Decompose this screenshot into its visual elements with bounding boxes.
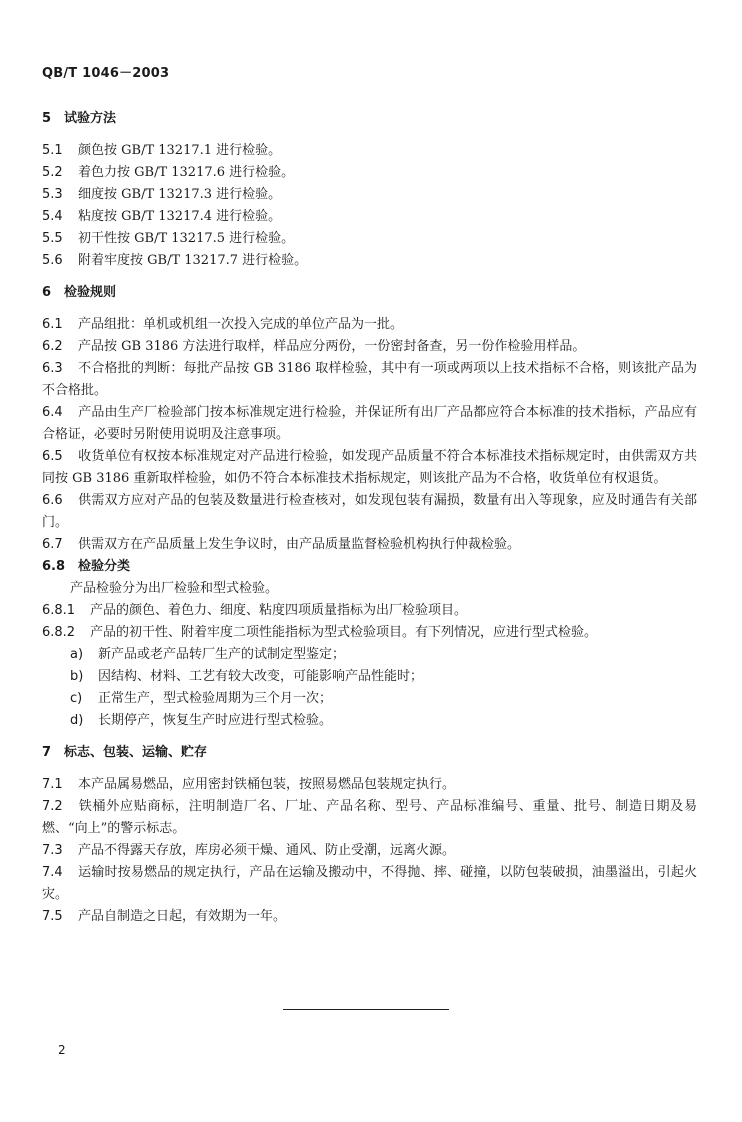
clause-number: 7.1 (42, 777, 63, 792)
clause-6-3 (42, 358, 697, 402)
clause-text: 产品组批：单机或机组一次投入完成的单位产品为一批。 (78, 317, 404, 332)
clause-5-6 (42, 250, 697, 272)
end-of-text-rule (283, 1009, 449, 1010)
clause-text: 产品自制造之日起，有效期为一年。 (78, 909, 287, 924)
clause-number: 6.4 (42, 405, 63, 420)
section-title: 检验规则 (64, 285, 117, 300)
clause-5-3 (42, 184, 697, 206)
clause-text: 供需双方应对产品的包装及数量进行检查核对，如发现包装有漏损，数量有出入等现象，应及时通告有关部门。 (42, 493, 697, 530)
clause-text: 细度按 GB/T 13217.3 进行检验。 (78, 187, 282, 202)
clause-text: 粘度按 GB/T 13217.4 进行检验。 (78, 209, 282, 224)
clause-6-8-intro: 产品检验分为出厂检验和型式检验。 (70, 581, 279, 596)
clause-text: 收货单位有权按本标准规定对产品进行检验，如发现产品质量不符合本标准技术指标规定时，由供需双方共同按 GB 3186 重新取样检验，如仍不符合本标准技术指标规定，则该批产品为不合格，收货单位有权退货。 (42, 449, 697, 486)
clause-number: 5.3 (42, 187, 63, 202)
clause-5-5 (42, 228, 697, 250)
section-6-heading (42, 282, 697, 304)
clause-number: 6.3 (42, 361, 63, 376)
clause-7-5 (42, 906, 697, 928)
list-text: 长期停产，恢复生产时应进行型式检验。 (98, 713, 333, 728)
clause-text: 本产品属易燃品，应用密封铁桶包装，按照易燃品包装规定执行。 (78, 777, 456, 792)
clause-number: 7.4 (42, 865, 63, 880)
clause-number: 6.8.2 (42, 625, 76, 640)
clause-5-2 (42, 162, 697, 184)
section-title: 试验方法 (64, 111, 117, 126)
list-text: 新产品或老产品转厂生产的试制定型鉴定； (98, 647, 346, 662)
list-item-d (42, 710, 697, 732)
clause-number: 7.3 (42, 843, 63, 858)
clause-6-1 (42, 314, 697, 336)
clause-5-4 (42, 206, 697, 228)
clause-6-2 (42, 336, 697, 358)
clause-number: 5.1 (42, 143, 63, 158)
clause-6-7 (42, 534, 697, 556)
clause-7-3 (42, 840, 697, 862)
section-5-heading (42, 108, 697, 130)
clause-number: 6.5 (42, 449, 63, 464)
list-text: 正常生产，型式检验周期为三个月一次； (98, 691, 333, 706)
clause-number: 5.5 (42, 231, 63, 246)
clause-number: 6.1 (42, 317, 63, 332)
clause-text: 不合格批的判断：每批产品按 GB 3186 取样检验，其中有一项或两项以上技术指标不合格，则该批产品为不合格批。 (42, 361, 697, 398)
list-item-c (42, 688, 697, 710)
standard-code-header: QB/T 1046－2003 (42, 66, 170, 81)
clause-6-6 (42, 490, 697, 534)
list-marker: c) (70, 691, 83, 706)
section-7-heading (42, 742, 697, 764)
clause-number: 6.2 (42, 339, 63, 354)
clause-number: 5.6 (42, 253, 63, 268)
list-marker: d) (70, 713, 84, 728)
page-number: 2 (58, 1043, 66, 1057)
clause-6-4 (42, 402, 697, 446)
section-number: 5 (42, 111, 52, 126)
section-title: 标志、包装、运输、贮存 (64, 745, 208, 760)
clause-number: 7.5 (42, 909, 63, 924)
clause-number: 6.7 (42, 537, 63, 552)
list-item-a (42, 644, 697, 666)
clause-6-8-heading (42, 556, 697, 578)
clause-text: 产品由生产厂检验部门按本标准规定进行检验，并保证所有出厂产品都应符合本标准的技术指标，产品应有合格证，必要时另附使用说明及注意事项。 (42, 405, 697, 442)
clause-text: 着色力按 GB/T 13217.6 进行检验。 (78, 165, 295, 180)
list-marker: b) (70, 669, 84, 684)
clause-text: 产品按 GB 3186 方法进行取样，样品应分两份，一份密封备查，另一份作检验用样品。 (78, 339, 586, 354)
clause-number: 5.4 (42, 209, 63, 224)
clause-number: 6.8.1 (42, 603, 76, 618)
clause-5-1 (42, 140, 697, 162)
clause-7-4 (42, 862, 697, 906)
clause-text: 产品的颜色、着色力、细度、粘度四项质量指标为出厂检验项目。 (90, 603, 468, 618)
section-number: 6 (42, 285, 52, 300)
list-marker: a) (70, 647, 84, 662)
list-item-b (42, 666, 697, 688)
clause-number: 7.2 (42, 799, 63, 814)
clause-6-8-2 (42, 622, 697, 644)
clause-number: 6.6 (42, 493, 63, 508)
clause-7-2 (42, 796, 697, 840)
clause-6-8-1 (42, 600, 697, 622)
subsection-title: 检验分类 (78, 559, 131, 574)
document-body (42, 108, 697, 928)
list-text: 因结构、材料、工艺有较大改变，可能影响产品性能时； (98, 669, 424, 684)
clause-text: 供需双方在产品质量上发生争议时，由产品质量监督检验机构执行仲裁检验。 (78, 537, 521, 552)
clause-6-5 (42, 446, 697, 490)
clause-text: 产品的初干性、附着牢度二项性能指标为型式检验项目。有下列情况，应进行型式检验。 (90, 625, 598, 640)
clause-text: 产品不得露天存放，库房必须干燥、通风、防止受潮，远离火源。 (78, 843, 456, 858)
clause-7-1 (42, 774, 697, 796)
clause-text: 铁桶外应贴商标，注明制造厂名、厂址、产品名称、型号、产品标准编号、重量、批号、制造日期及易燃、“向上”的警示标志。 (42, 799, 697, 836)
section-number: 7 (42, 745, 52, 760)
clause-text: 初干性按 GB/T 13217.5 进行检验。 (78, 231, 295, 246)
clause-number: 6.8 (42, 559, 66, 574)
clause-text: 附着牢度按 GB/T 13217.7 进行检验。 (78, 253, 308, 268)
clause-number: 5.2 (42, 165, 63, 180)
clause-text: 运输时按易燃品的规定执行，产品在运输及搬动中，不得抛、摔、碰撞，以防包装破损，油墨溢出，引起火灾。 (42, 865, 697, 902)
clause-text: 颜色按 GB/T 13217.1 进行检验。 (78, 143, 282, 158)
